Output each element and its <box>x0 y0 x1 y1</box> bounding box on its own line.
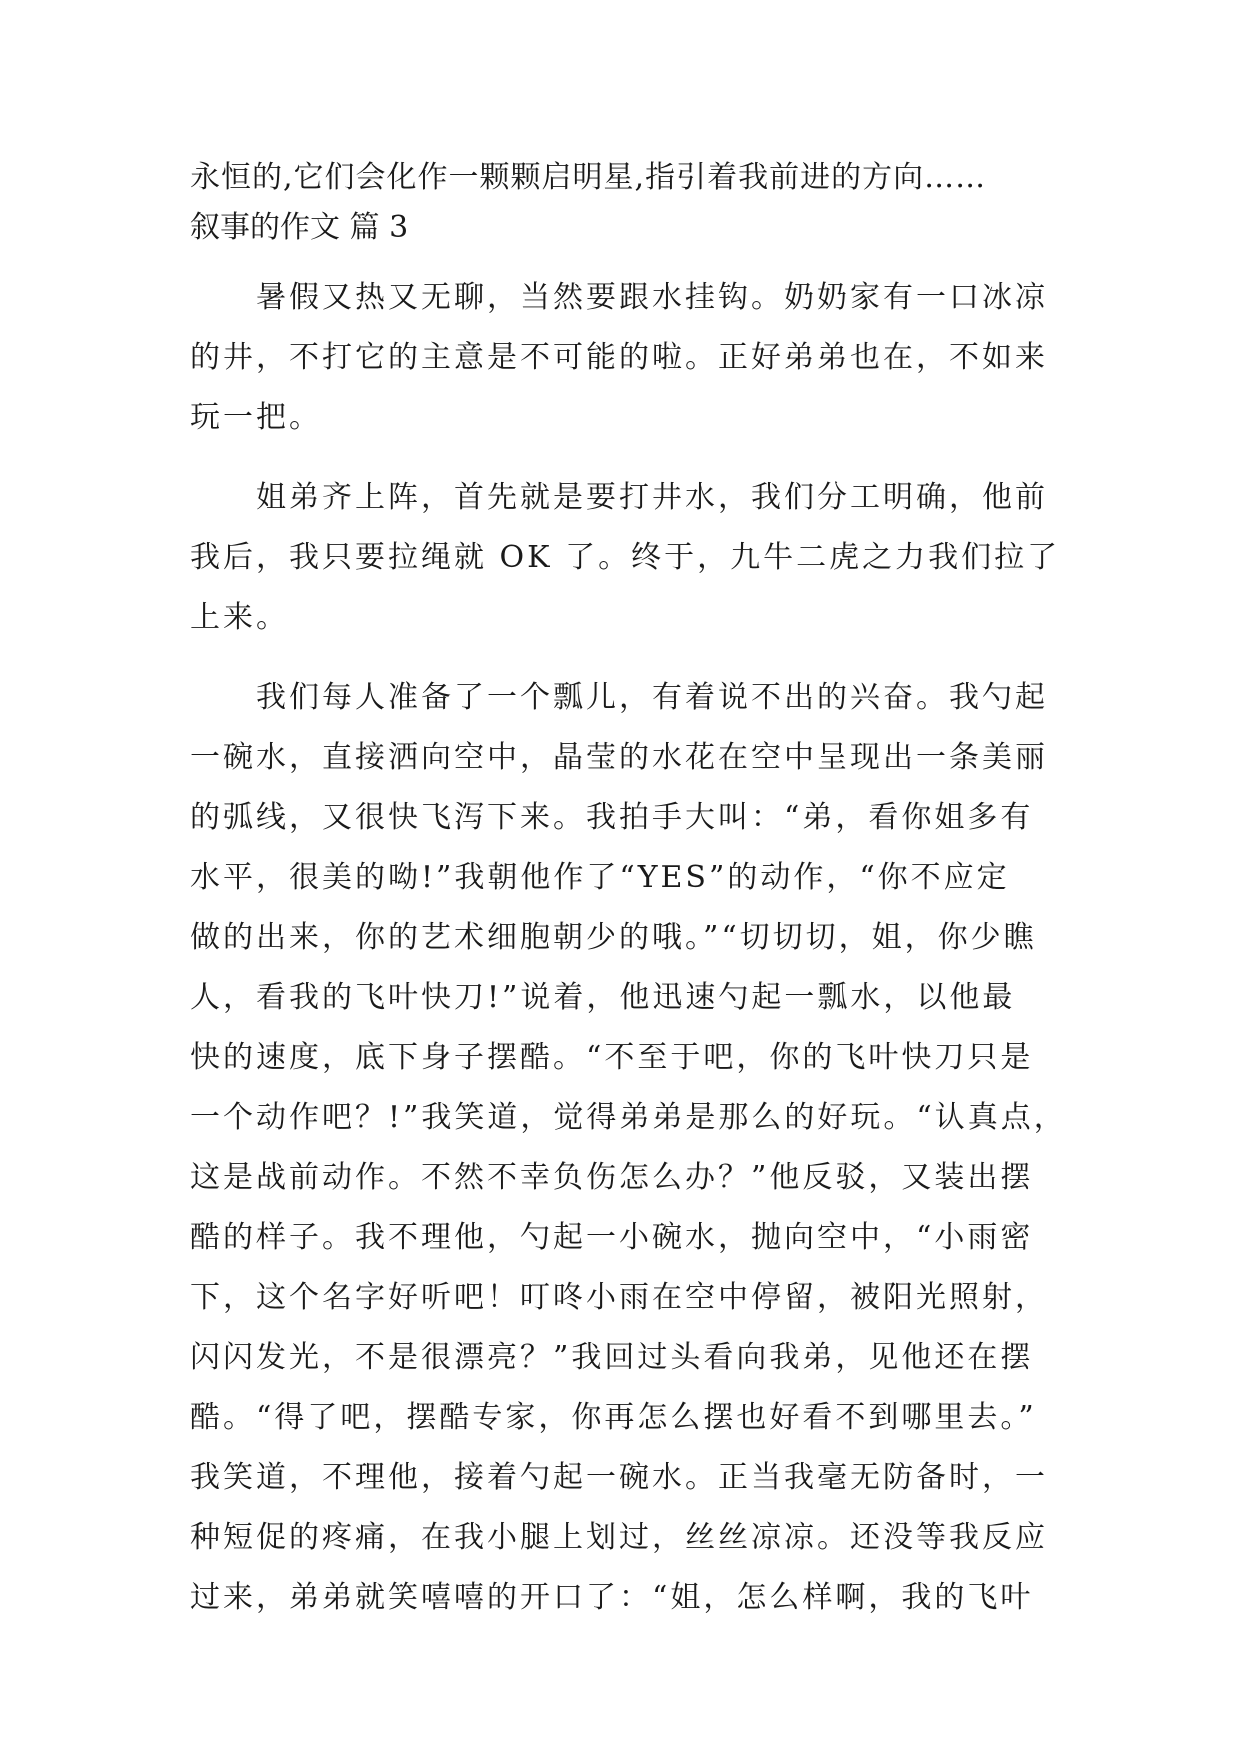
paragraph-line: 酷。“得了吧，摆酷专家，你再怎么摆也好看不到哪里去。” <box>190 1400 1037 1435</box>
paragraph-line: 一个动作吧？!”我笑道，觉得弟弟是那么的好玩。“认真点， <box>190 1100 1067 1135</box>
paragraph-line: 我笑道，不理他，接着勺起一碗水。正当我毫无防备时，一 <box>190 1460 1048 1495</box>
paragraph-line: 一碗水，直接洒向空中，晶莹的水花在空中呈现出一条美丽 <box>190 740 1048 775</box>
leading-line: 永恒的,它们会化作一颗颗启明星,指引着我前进的方向…… <box>190 160 987 195</box>
paragraph-line: 的井，不打它的主意是不可能的啦。正好弟弟也在，不如来 <box>190 340 1048 375</box>
paragraph <box>190 468 1061 648</box>
paragraph-line: 酷的样子。我不理他，勺起一小碗水，抛向空中，“小雨密 <box>190 1220 1034 1255</box>
paragraph-line: 我后，我只要拉绳就 OK 了。终于，九牛二虎之力我们拉了 <box>190 540 1061 575</box>
paragraph-line: 过来，弟弟就笑嘻嘻的开口了：“姐，怎么样啊，我的飞叶 <box>190 1580 1034 1615</box>
paragraph-line: 水平，很美的呦!”我朝他作了“YES”的动作，“你不应定 <box>190 860 1010 895</box>
paragraph-line: 上来。 <box>190 600 289 635</box>
document-body <box>190 158 1067 1628</box>
paragraph-line: 姐弟齐上阵，首先就是要打井水，我们分工明确，他前 <box>256 480 1048 515</box>
paragraph <box>190 268 1050 448</box>
paragraph-line: 玩一把。 <box>190 400 322 435</box>
paragraph-line: 下，这个名字好听吧！叮咚小雨在空中停留，被阳光照射， <box>190 1280 1048 1315</box>
paragraph-line: 人，看我的飞叶快刀!”说着，他迅速勺起一瓢水，以他最 <box>190 980 1016 1015</box>
paragraph <box>190 668 1067 1628</box>
paragraph-line: 这是战前动作。不然不幸负伤怎么办？”他反驳，又装出摆 <box>190 1160 1034 1195</box>
paragraph-line: 快的速度，底下身子摆酷。“不至于吧，你的飞叶快刀只是 <box>190 1040 1034 1075</box>
paragraph-line: 暑假又热又无聊，当然要跟水挂钩。奶奶家有一口冰凉 <box>256 280 1048 315</box>
paragraph-line: 种短促的疼痛，在我小腿上划过，丝丝凉凉。还没等我反应 <box>190 1520 1048 1555</box>
section-heading: 叙事的作文 篇 3 <box>190 210 409 245</box>
paragraph-line: 我们每人准备了一个瓢儿，有着说不出的兴奋。我勺起 <box>256 680 1048 715</box>
paragraph-line: 的弧线，又很快飞泻下来。我拍手大叫：“弟，看你姐多有 <box>190 800 1034 835</box>
paragraph-line: 闪闪发光，不是很漂亮？”我回过头看向我弟，见他还在摆 <box>190 1340 1034 1375</box>
paragraph-line: 做的出来，你的艺术细胞朝少的哦。”“切切切，姐，你少瞧 <box>190 920 1037 955</box>
